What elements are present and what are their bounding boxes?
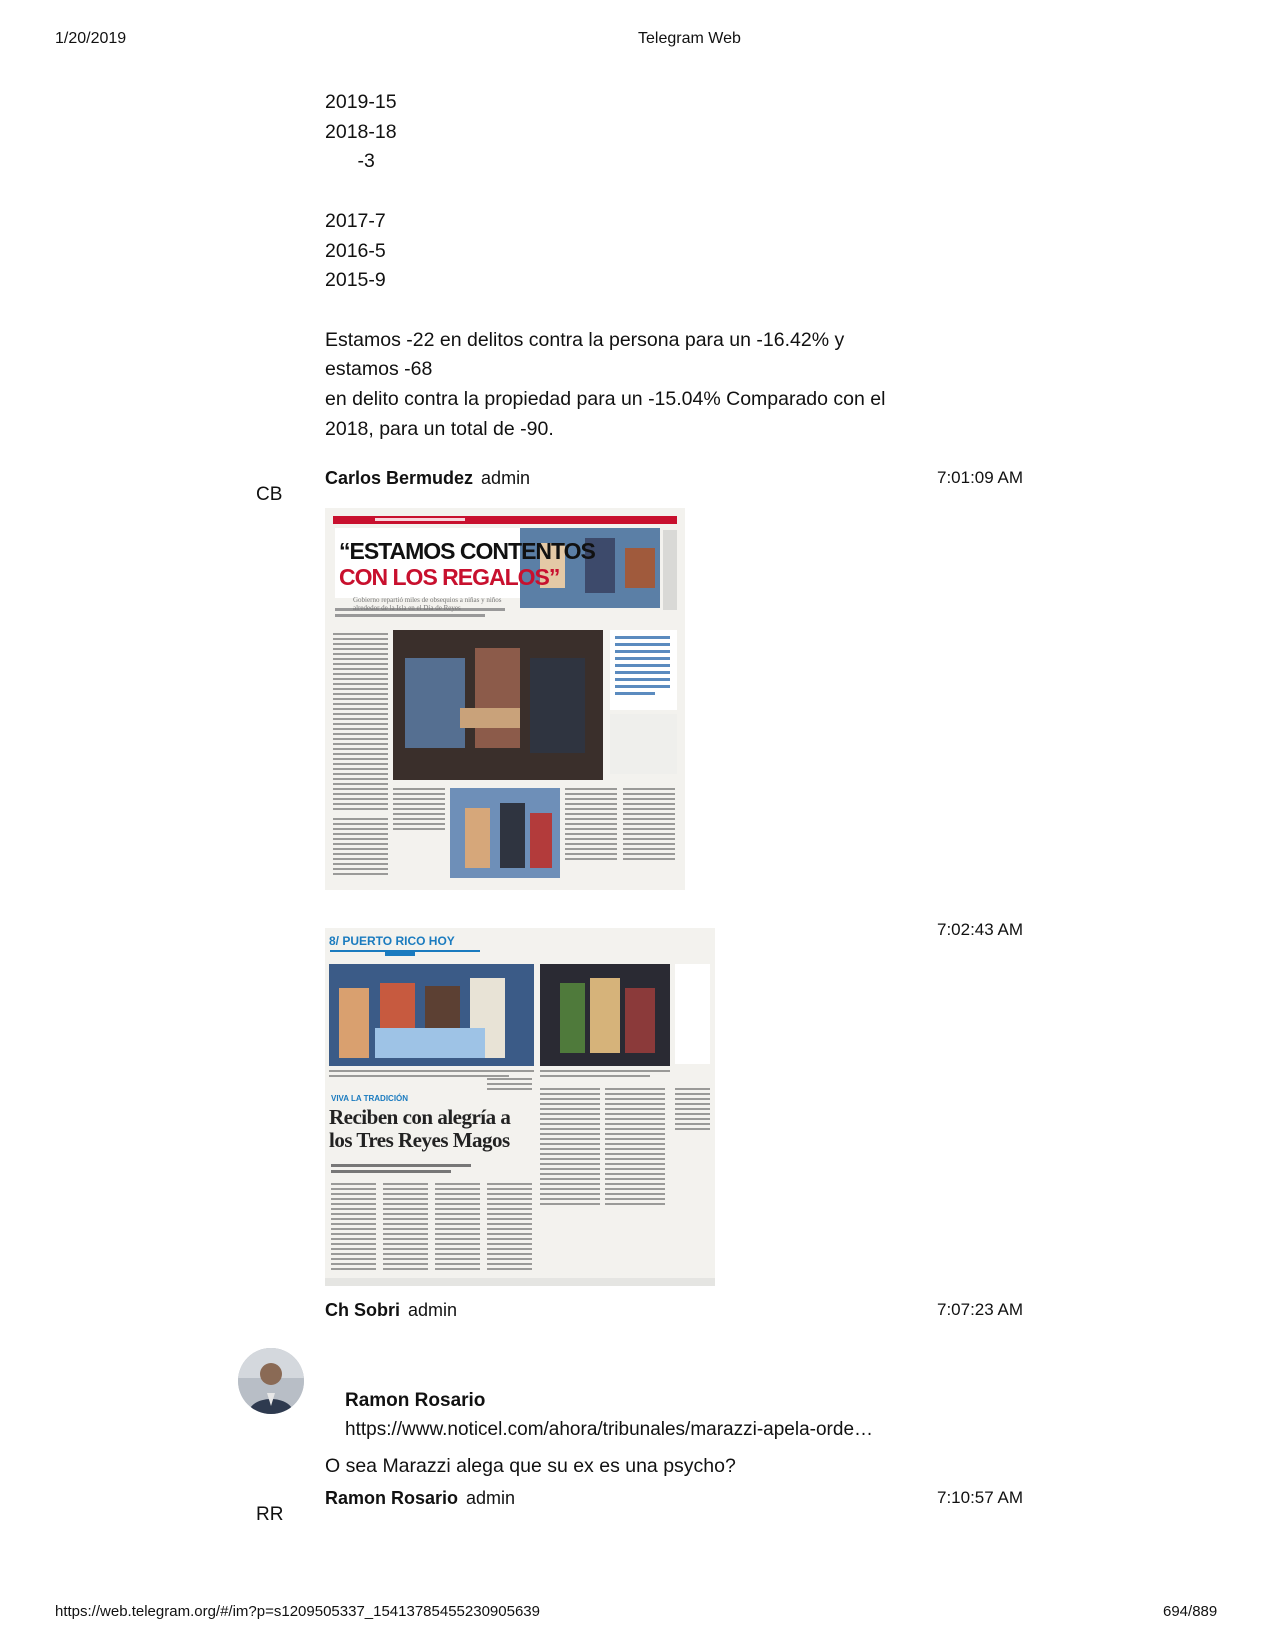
- sender-role: admin: [408, 1300, 458, 1320]
- headline-line-1: Reciben con alegría a: [329, 1105, 511, 1129]
- print-title: Telegram Web: [638, 30, 741, 47]
- sender-name[interactable]: Carlos Bermudez: [325, 468, 474, 488]
- message-text: [325, 88, 885, 444]
- forwarded-link[interactable]: https://www.noticel.com/ahora/tribunales/marazzi-apela-orde…: [345, 1419, 874, 1440]
- headline-line-2: los Tres Reyes Magos: [329, 1128, 510, 1152]
- message-text-line: [325, 296, 885, 326]
- message-text-line: -3: [325, 150, 375, 173]
- newspaper-headline: [339, 538, 595, 590]
- message-text-line: en delito contra la propiedad para un -15.04% Comparado con el: [325, 388, 886, 410]
- message-time: 7:07:23 AM: [937, 1300, 1024, 1319]
- newspaper-headline: [329, 1106, 510, 1152]
- message-text-line: 2018-18: [325, 120, 397, 143]
- headline-line-2: CON LOS REGALOS”: [339, 564, 560, 590]
- print-date: 1/20/2019: [55, 30, 127, 47]
- headline-line-1: “ESTAMOS CONTENTOS: [339, 538, 595, 564]
- newspaper-kicker: VIVA LA TRADICIÓN: [331, 1094, 409, 1103]
- message-text-line: [325, 177, 885, 207]
- forwarded-from-name[interactable]: Ramon Rosario: [345, 1390, 486, 1411]
- sender-role: admin: [481, 468, 531, 488]
- print-page-number: 694/889: [1163, 1603, 1218, 1620]
- message-text: O sea Marazzi alega que su ex es una psycho?: [325, 1455, 736, 1477]
- message-sender[interactable]: [325, 1488, 515, 1509]
- avatar-initials: RR: [256, 1504, 284, 1525]
- message-time: 7:01:09 AM: [937, 468, 1024, 487]
- avatar[interactable]: [238, 1348, 304, 1414]
- message-sender[interactable]: [325, 468, 530, 489]
- newspaper-photo[interactable]: [325, 508, 685, 890]
- sender-role: admin: [466, 1488, 516, 1508]
- newspaper-photo[interactable]: [325, 928, 715, 1286]
- message-text-line: 2016-5: [325, 239, 386, 262]
- message-time: 7:10:57 AM: [937, 1488, 1024, 1507]
- message-time: 7:02:43 AM: [937, 920, 1024, 939]
- print-url: https://web.telegram.org/#/im?p=s1209505337_15413785455230905639: [55, 1603, 540, 1620]
- message-text-line: 2018, para un total de -90.: [325, 417, 554, 440]
- sender-name[interactable]: Ch Sobri: [325, 1300, 400, 1320]
- message-text-line: 2017-7: [325, 209, 386, 232]
- sender-name[interactable]: Ramon Rosario: [325, 1488, 459, 1508]
- newspaper-subhead: Gobierno repartió miles de obsequios a niñas y niños alrededor de la Isla en el Día de Reyes: [353, 596, 502, 612]
- message-sender[interactable]: [325, 1300, 457, 1321]
- message-text-line: 2019-15: [325, 91, 397, 113]
- newspaper-section-label: 8/ PUERTO RICO HOY: [329, 934, 455, 948]
- message-text-line: 2015-9: [325, 269, 386, 292]
- avatar-initials: CB: [256, 484, 283, 505]
- message-text-line: Estamos -22 en delitos contra la persona para un -16.42% y: [325, 328, 845, 351]
- user-photo-icon: [238, 1348, 304, 1414]
- message-text-line: estamos -68: [325, 358, 433, 381]
